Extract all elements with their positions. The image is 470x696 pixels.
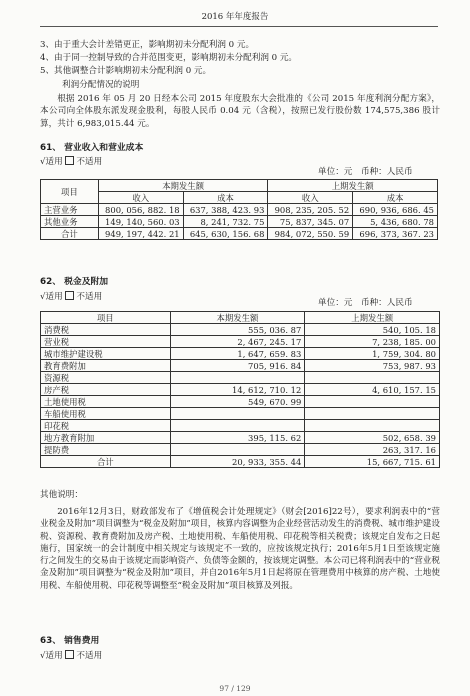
applicable-label: √适用: [40, 157, 63, 167]
current-value: 1, 647, 659. 83: [170, 348, 305, 360]
col-header-cur-cost: 成本: [183, 192, 268, 204]
current-value: [170, 420, 305, 432]
row-item: 合计: [41, 456, 171, 468]
current-value: 14, 612, 710. 12: [170, 384, 305, 396]
profit-text: 根据 2016 年 05 月 20 日经本公司 2015 年度股东大会批准的《公司 2015 年度利润分配方案》，本公司向全体股东派发现金股利，每股人民币 0.04 元（含税），按照已发行股份数 174,575,386 股计算，共计 6,983,015.44 元。: [40, 94, 440, 129]
prior-value: 540, 105. 18: [305, 324, 440, 336]
section-62-title: 62、 税金及附加: [40, 277, 109, 287]
table-row: [41, 348, 440, 360]
table-row: [41, 324, 440, 336]
row-item: 主营业务: [41, 204, 99, 216]
table-row: [41, 444, 440, 456]
current-value: 20, 933, 355. 44: [170, 456, 305, 468]
row-item: 合计: [41, 228, 99, 240]
cur-cost: 637, 388, 423. 93: [183, 204, 268, 216]
prior-value: 4, 610, 157. 15: [305, 384, 440, 396]
current-value: [170, 444, 305, 456]
row-item: 房产税: [41, 384, 171, 396]
current-value: [170, 408, 305, 420]
section-63-applicability: [40, 650, 102, 662]
table-row: [41, 336, 440, 348]
table-row: [41, 372, 440, 384]
not-applicable-label: 不适用: [76, 157, 103, 167]
col-header-pri-income: 收入: [268, 192, 353, 204]
prior-value: [305, 408, 440, 420]
table-subheader-row: [41, 192, 438, 204]
row-item: 营业税: [41, 336, 171, 348]
profit-heading: 利润分配情况的说明: [62, 80, 140, 90]
checkbox-icon: [65, 650, 74, 659]
row-item: 资源税: [41, 372, 171, 384]
cur-income: 800, 056, 882. 18: [98, 204, 183, 216]
row-item: 车船使用税: [41, 408, 171, 420]
table-row: [41, 384, 440, 396]
row-item: 城市维护建设税: [41, 348, 171, 360]
table-row-total: [41, 228, 438, 240]
page-header: 2016 年年度报告: [201, 12, 269, 22]
applicable-label: √适用: [40, 651, 63, 661]
section-63-title: 63、 销售费用: [40, 636, 100, 646]
section-62-applicability: [40, 291, 102, 303]
section-61-title: 61、 营业收入和营业成本: [40, 143, 144, 153]
prior-value: 1, 759, 304. 80: [305, 348, 440, 360]
col-header-pri-cost: 成本: [353, 192, 438, 204]
table-row: [41, 216, 438, 228]
checkbox-icon: [65, 156, 74, 165]
other-note-paragraph: [40, 506, 440, 592]
pri-income: 984, 072, 550. 59: [268, 228, 353, 240]
col-header-current: 本期发生额: [170, 312, 305, 324]
row-item: 消费税: [41, 324, 171, 336]
prior-value: 753, 987. 93: [305, 360, 440, 372]
intro-line-3: 5、其他调整合计影响期初未分配利润 0 元。: [40, 66, 212, 76]
row-item: 其他业务: [41, 216, 99, 228]
prior-value: 7, 238, 185. 00: [305, 336, 440, 348]
applicable-label: √适用: [40, 292, 63, 302]
col-header-current: 本期发生额: [98, 180, 268, 192]
not-applicable-label: 不适用: [76, 651, 103, 661]
other-note-heading: 其他说明：: [40, 490, 83, 500]
table-row: [41, 204, 438, 216]
prior-value: 263, 317. 16: [305, 444, 440, 456]
prior-value: 15, 667, 715. 61: [305, 456, 440, 468]
not-applicable-label: 不适用: [76, 292, 103, 302]
col-header-prior: 上期发生额: [268, 180, 438, 192]
prior-value: [305, 372, 440, 384]
table-row: [41, 396, 440, 408]
section-61-applicability: [40, 156, 102, 168]
header-divider: [40, 26, 438, 27]
col-header-item: 项目: [41, 180, 99, 204]
table-row: [41, 408, 440, 420]
revenue-cost-table: [40, 179, 438, 240]
prior-value: 502, 658. 39: [305, 432, 440, 444]
current-value: 395, 115. 62: [170, 432, 305, 444]
col-header-prior: 上期发生额: [305, 312, 440, 324]
col-header-cur-income: 收入: [98, 192, 183, 204]
row-item: 印花税: [41, 420, 171, 432]
pri-cost: 696, 373, 367. 23: [353, 228, 438, 240]
table-row-total: [41, 456, 440, 468]
col-header-item: 项目: [41, 312, 171, 324]
row-item: 提防费: [41, 444, 171, 456]
tax-surcharge-table: [40, 311, 440, 468]
row-item: 地方教育附加: [41, 432, 171, 444]
prior-value: [305, 396, 440, 408]
table-row: [41, 360, 440, 372]
current-value: 555, 036. 87: [170, 324, 305, 336]
pri-income: 908, 235, 205. 52: [268, 204, 353, 216]
current-value: 549, 670. 99: [170, 396, 305, 408]
cur-income: 949, 197, 442. 21: [98, 228, 183, 240]
section-62-unit: 单位：元 币种：人民币: [318, 298, 413, 308]
prior-value: [305, 420, 440, 432]
table-header-row: [41, 180, 438, 192]
page-number: 97 / 129: [219, 684, 251, 693]
profit-paragraph: [40, 93, 440, 130]
table-row: [41, 432, 440, 444]
intro-line-2: 4、由于同一控制导致的合并范围变更，影响期初未分配利润 0 元。: [40, 53, 298, 63]
cur-cost: 8, 241, 732. 75: [183, 216, 268, 228]
pri-cost: 690, 936, 686. 45: [353, 204, 438, 216]
current-value: 705, 916. 84: [170, 360, 305, 372]
row-item: 教育费附加: [41, 360, 171, 372]
current-value: [170, 372, 305, 384]
section-61-unit: 单位：元 币种：人民币: [318, 167, 413, 177]
pri-income: 75, 837, 345. 07: [268, 216, 353, 228]
cur-cost: 645, 630, 156. 68: [183, 228, 268, 240]
intro-line-1: 3、由于重大会计差错更正，影响期初未分配利润 0 元。: [40, 40, 255, 50]
row-item: 土地使用税: [41, 396, 171, 408]
pri-cost: 5, 436, 680. 78: [353, 216, 438, 228]
other-note-text: 2016年12月3日，财政部发布了《增值税会计处理规定》（财会[2016]22号），要求利润表中的“营业税金及附加”项目调整为“税金及附加”项目，核算内容调整为企业经营活动发生的消费税、城市维护建设税、资源税、教育费附加及房产税、土地使用税、车船使用税、印花税等相关税费；该规定自发布之日起施行，国家统一的会计制度中相关规定与该规定不一致的，应按该规定执行；2016年5月1日至该规定施行之间发生的交易由于该规定而影响资产、负债等金额的，按该规定调整。本公司已将利润表中的“营业税金及附加”项目调整为“税金及附加”项目，并自2016年5月1日起将原在管理费用中核算的房产税、土地使用税、车船使用税、印花税等调整至“税金及附加”项目核算及列报。: [40, 507, 440, 591]
checkbox-icon: [65, 291, 74, 300]
cur-income: 149, 140, 560. 03: [98, 216, 183, 228]
current-value: 2, 467, 245. 17: [170, 336, 305, 348]
table-header-row: [41, 312, 440, 324]
table-row: [41, 420, 440, 432]
